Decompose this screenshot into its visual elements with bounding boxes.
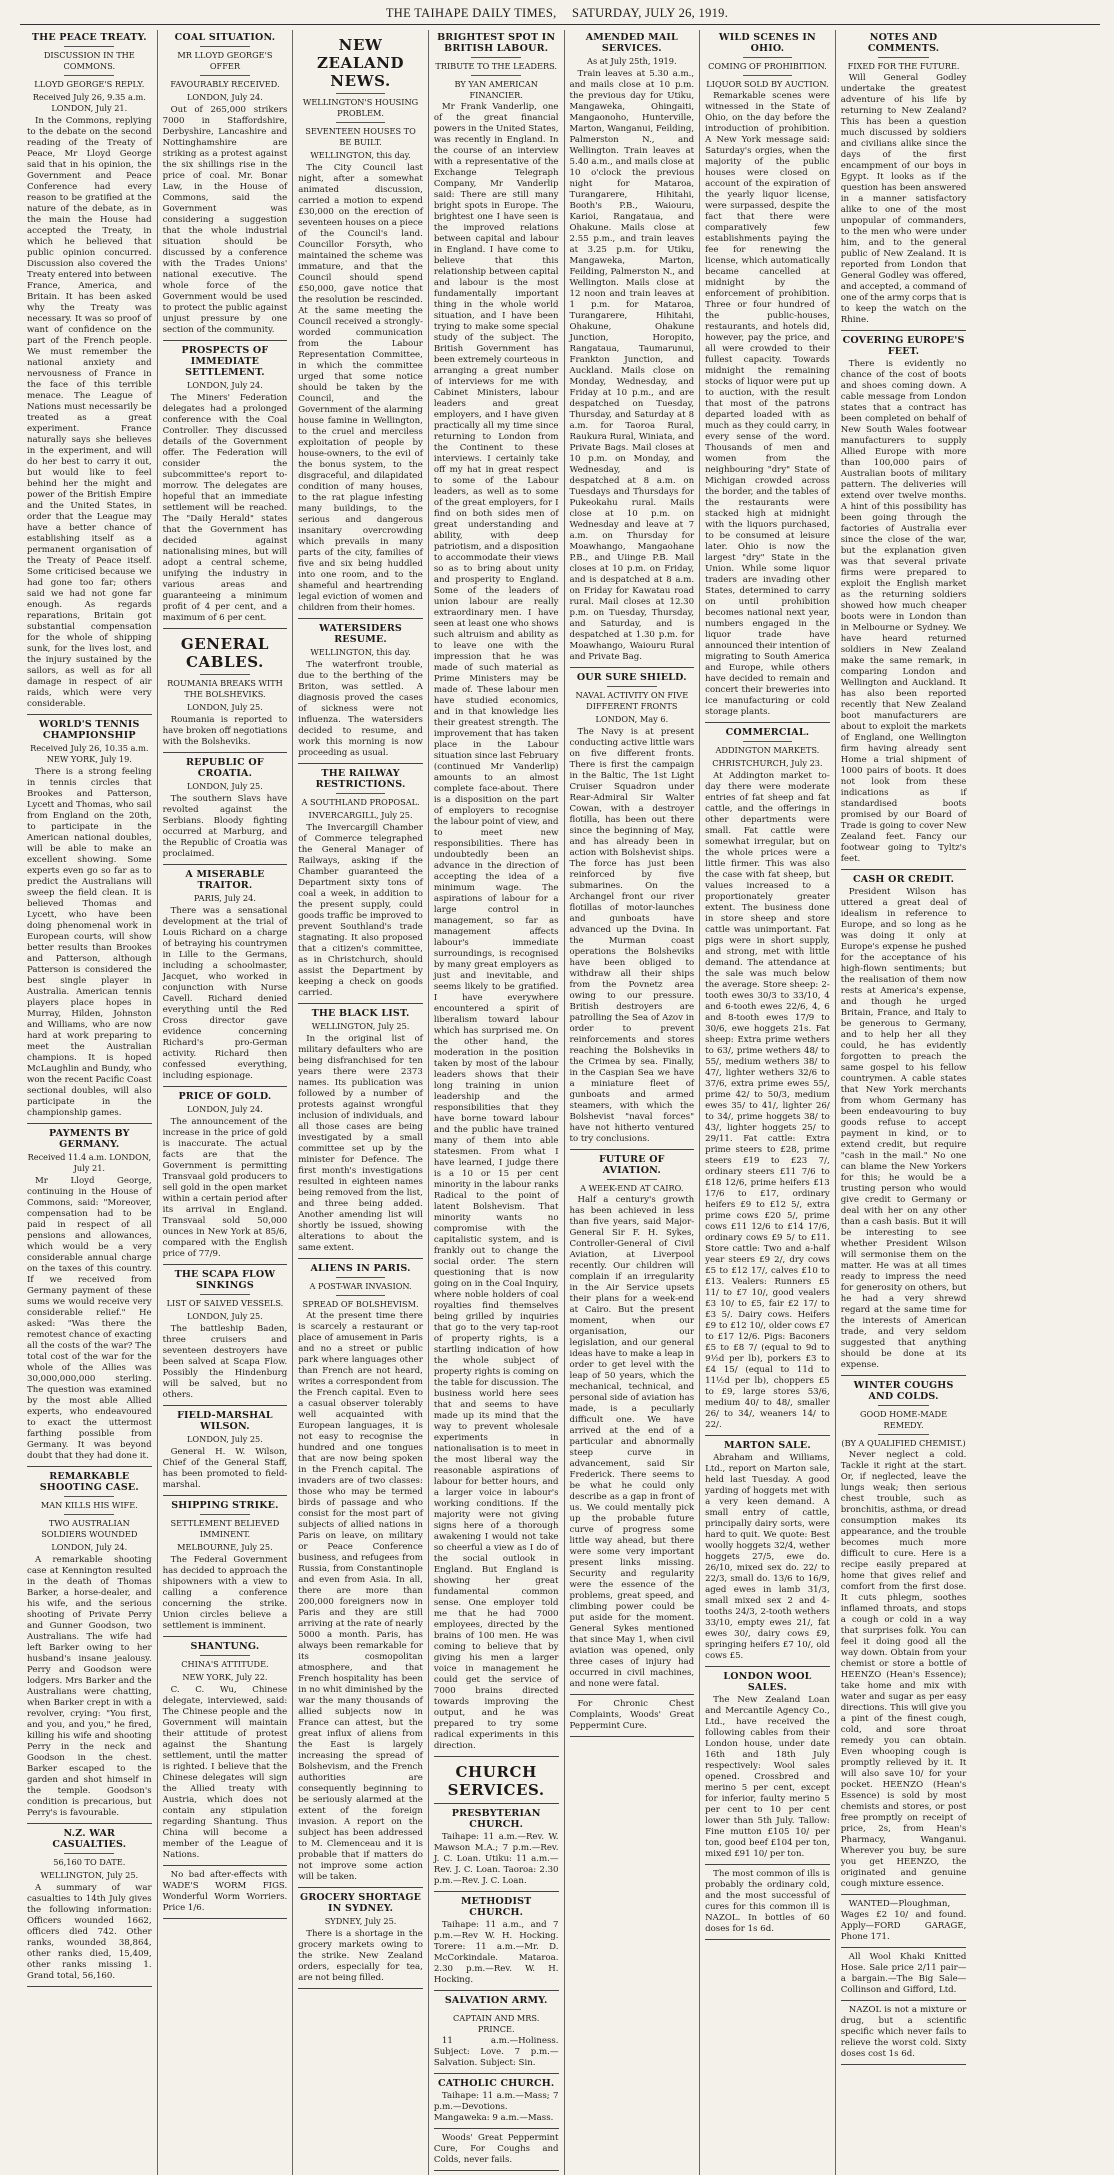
article-headline: SALVATION ARMY. xyxy=(444,1995,548,2006)
article-separator xyxy=(841,2064,967,2065)
article-separator xyxy=(434,2073,559,2074)
headline-rule xyxy=(743,57,793,58)
advertisement xyxy=(841,2005,967,2060)
article-separator xyxy=(27,1466,152,1467)
article-dateline: INVERCARGILL, July 25. xyxy=(308,810,413,820)
article-body: The most common of ills is probably the ordinary cold, and the most successful of cures for this common ill is NAZOL. In bottles of 60 doses for 1s 6d. xyxy=(705,1869,830,1934)
article xyxy=(298,768,423,999)
article xyxy=(27,1471,152,1819)
article xyxy=(841,874,967,1371)
article-body: Mr Frank Vanderlip, one of the great financial powers in the United States, was recently in England. In the course of an interview with a representative of the Exchange Telegraph Company, Mr Vanderlip said: There are still many bright spots in Europe. The brightest one I have seen is the improved relations between capital and labour in England. I have come to believe that this relationship between capital and labour is the most fundamentally important thing in the whole world situation, and I have been trying to make some special study of the subject. The British Government has been extremely courteous in arranging a great number of interviews for me with Cabinet Ministers, labour leaders and great employers, and I have given practically all my time since returning to London from the Continent to these interviews. I certainly take off my hat in great respect to some of the Labour leaders, as well as to some of the great employers, for I find on both sides men of great understanding and ability, with deep patriotism, and a disposition to accommodate their views so as to bring about unity and prosperity to England. Some of the leaders of union labour are really extraordinary men. I have seen at least one who shows such altruism and ability as to leave one with the impression that he was made of such material as Prime Ministers may be made of. These labour men have studied economics, and in that knowledge lies their greatest strength. The improvement that has taken place in the Labour situation since last February (continued Mr Vanderlip) amounts to an almost complete face-about. There is a disposition on the part of employers to recognise the labour point of view, and to meet new responsibilities. There has undoubtedly been an advance in the direction of accepting the idea of a minimum wage. The aspirations of labour for a large control in management, so far as management affects labour's immediate surroundings, is recognised by many great employers as just and inevitable, and seems likely to be gratified. I have everywhere encountered a spirit of liberalism toward labour which has surprised me. On the other hand, the moderation in the position taken by most of the labour leaders shows that their long training in union leadership and the responsibilities that they have borne toward labour and the public have trained many of them into able statesmen. From what I have learned, I judge there is a 10 or 15 per cent minority in the labour ranks Radical to the point of latent Bolshevism. That minority wants no compromise with the capitalistic system, and is frankly out to change the social order. The stern questioning that is now going on in the Coal Inquiry, where noble holders of coal royalties find themselves being grilled by inquiries that go to the very tap-root of property rights, is a startling indication of how the whole subject of property rights is coming on the table for discussion. The business world here sees that and seems to have made up its mind that the way to prevent wholesale experiments in nationalisation is to meet in the most liberal way the reasonable aspirations of labour for better hours, and a larger voice in labour's working conditions. If the majority were not giving signs here of a thorough awakening I would not take so cheerful a view as I do of the social outlook in England. But England is showing her great fundamental common sense. One employer told me that he had 7000 employees, directed by the brains of 100 men. He was coming to believe that by giving his men a larger voice in management he could get the service of 7000 brains directed towards improving the output, and he was prepared to try some radical experiments in this direction. xyxy=(433,102,559,1751)
article-headline: PROSPECTS OF IMMEDIATE SETTLEMENT. xyxy=(181,345,269,378)
article-subheadline: CHINA'S ATTITUDE. xyxy=(181,1659,269,1669)
article xyxy=(434,1808,559,1887)
article xyxy=(841,32,967,326)
article-separator xyxy=(570,1736,695,1737)
column-7 xyxy=(836,30,972,2175)
newspaper-title: THE TAIHAPE DAILY TIMES, xyxy=(385,6,557,20)
headline-rule xyxy=(336,793,386,794)
article-subheadline: CAPTAIN AND MRS. PRINCE. xyxy=(453,2013,540,2034)
article-separator xyxy=(705,1864,830,1865)
article-headline: WORLD'S TENNIS CHAMPIONSHIP xyxy=(39,719,140,741)
article-body: The Miners' Federation delegates had a prolonged conference with the Coal Controller. They discussed details of the Government offer. The Federation will consider the subcommittee's report to-morrow. The delegates are hopeful that an immediate settlement will be reached. The "Daily Herald" states that the Government has decided against nationalising mines, but will adopt a central scheme, unifying the industry in various areas and guaranteeing a minimum profit of 4 per cent, and a maximum of 6 per cent. xyxy=(162,393,288,623)
article-separator xyxy=(570,1694,695,1695)
article-body: The Navy is at present conducting active little wars on five different fronts. There is first the campaign in the Baltic, The 1st Light Cruiser Squadron under Rear-Admiral Sir Walter Cowan, with a destroyer flotilla, has been out there since the beginning of May, and has already been in action with Bolshevist ships. The force has just been reinforced by five submarines. On the Archangel front our river flotillas of motor-launches and gunboats have advanced up the Dvina. In the Murman coast operations the Bolsheviks have been obliged to withdraw all their ships from the Povnetz area owing to our pressure. British destroyers are patrolling the Sea of Azov in order to prevent reinforcements and stores reaching the Bolsheviks in the Crimea by sea. Finally, in the Caspian Sea we have a miniature fleet of gunboats and armed steamers, with which the Bolshevist "naval forces" have not hitherto ventured to try conclusions. xyxy=(569,727,695,1144)
article-headline: GENERAL CABLES. xyxy=(180,635,270,671)
article-subheadline: A WEEK-END AT CAIRO. xyxy=(580,1183,684,1193)
article-headline: ALIENS IN PARIS. xyxy=(310,1263,411,1274)
article-separator xyxy=(163,1495,288,1496)
headline-rule xyxy=(471,75,521,76)
article-headline: REMARKABLE SHOOTING CASE. xyxy=(39,1471,139,1493)
article-body: President Wilson has uttered a great deal of idealism in reference to Europe, and so long as he was doing it only at Europe's expense he pushed for the acceptance of his high-flown sentiments; but the realisation of them now rests at America's expense, and though he urged Britain, France, and Italy to be generous to Germany, and to help her all they could, he has evidently forgotten to preach the same gospel to his fellow countrymen. A cable states that New York merchants from whom Germany has been endeavouring to buy goods refuse to accept payment in kind, or to extend credit, but require "cash in the mail." No one can blame the New Yorkers for this; he would be a trusting person who would give credit to Germany or deal with her on any other than a cash basis. But it will be interesting to see whether President Wilson will sermonise them on the matter. He was at all times ready to impress the need for generosity on others, but he had a very shrewd regard at the same time for the interests of American trade, and very seldom suggested that anything should be done at its expense. xyxy=(840,887,967,1370)
article-separator xyxy=(434,2128,559,2129)
article-separator xyxy=(434,1990,559,1991)
article-separator xyxy=(434,2170,559,2171)
article-body: Taihape: 11 a.m.—Rev. W. Mawson M.A.; 7 p.m.—Rev. J. C. Loan. Utiku: 11 a.m.—Rev. J. C. Loan. Taoroa: 2.30 p.m.—Rev. J. C. Loan. xyxy=(433,1832,559,1886)
article xyxy=(434,32,559,1752)
article-separator xyxy=(163,628,288,629)
article-subheadline: A SOUTHLAND PROPOSAL. xyxy=(301,797,420,807)
article-separator xyxy=(841,869,967,870)
article-headline: BRIGHTEST SPOT IN BRITISH LABOUR. xyxy=(437,32,556,54)
article-dateline: LONDON, May 6. xyxy=(595,714,669,724)
article xyxy=(298,1892,423,1984)
headline-rule xyxy=(64,1853,114,1854)
headline-rule xyxy=(336,122,386,123)
article-dateline: PARIS, July 24. xyxy=(193,893,256,903)
article xyxy=(163,635,288,748)
article-headline: MARTON SALE. xyxy=(724,1440,811,1451)
article-body: A summary of war casualties to 14th July gives the following information: Officers wounded 1662, officers died 742. Other ranks, wounded 38,864, other ranks died, 15,409, other ranks missing 1. Grand total, 56,160. xyxy=(27,1883,152,1981)
article-headline: WINTER COUGHS AND COLDS. xyxy=(853,1380,954,1402)
headline-rule xyxy=(200,75,250,76)
article-separator xyxy=(841,330,967,331)
article-headline: PRESBYTERIAN CHURCH. xyxy=(451,1808,541,1830)
article-separator xyxy=(163,1918,288,1919)
article-headline: OUR SURE SHIELD. xyxy=(576,672,687,683)
article-separator xyxy=(434,1803,559,1804)
article-body: The Federal Government has decided to approach the shipowners with a view to calling a conference concerning the strike. Union circles believe a settlement is imminent. xyxy=(162,1555,288,1631)
column-1 xyxy=(22,30,158,2175)
article-dateline: Received July 26, 10.35 a.m. NEW YORK, July 19. xyxy=(30,743,149,764)
article-subheadline: COMING OF PROHIBITION. xyxy=(708,61,827,71)
masthead-rule xyxy=(20,24,1100,25)
article-separator xyxy=(841,2000,967,2001)
article-headline: PAYMENTS BY GERMANY. xyxy=(48,1128,130,1150)
article-separator xyxy=(27,714,152,715)
article xyxy=(298,1263,423,1883)
article-subheadline: TWO AUSTRALIAN SOLDIERS WOUNDED xyxy=(41,1518,138,1539)
article xyxy=(705,1440,830,1662)
article-dateline: LONDON, July 25. xyxy=(187,1311,263,1321)
article-body: Mr Lloyd George, continuing in the House of Commons, said: "Moreover, compensation had to be paid in respect of all pensions and allowances, which would be a very considerable annual charge on the taxes of this country. If we received from Germany payment of these sums we would receive very considerable relief." He asked: "Was there the remotest chance of exacting all the costs of the war? The total cost of the war for the whole of the Allies was 30,000,000,000 sterling. The question was examined by the most able Allied experts, who endeavoured to exact the uttermost farthing possible from Germany. It was beyond doubt that they had done it. xyxy=(27,1176,152,1461)
article-body: Never neglect a cold. Tackle it right at the start. Or, if neglected, leave the lungs weak; then serious chest trouble, such as bronchitis, asthma, or dread consumption makes its appearance, and the trouble becomes much more difficult to cure. Here is a recipe easily prepared at home that gives relief and comfort from the first dose. It cuts phlegm, soothes inflamed throats, and stops a cough or cold in a way that surprises folk. You can feel it doing good all the way down. Obtain from your chemist or store a bottle of HEENZO (Hean's Essence); take home and mix with water and sugar as per easy directions. This will give you a pint of the finest cough, cold, and sore throat remedy you can obtain. Even whooping cough is promptly relieved by it. It will also save 10/ for your pocket. HEENZO (Hean's Essence) is sold by most chemists and stores, or post free promptly on receipt of price, 2s, from Hean's Pharmacy, Wanganui. Wherever you buy, be sure you get HEENZO, the originated and genuine cough mixture essence. xyxy=(840,1450,967,1889)
article-dateline: LONDON, July 24. xyxy=(187,380,263,390)
article-dateline: Received 11.4 a.m. LONDON, July 21. xyxy=(27,1152,152,1173)
advertisement xyxy=(841,1899,967,1943)
article-body: The City Council last night, after a somewhat animated discussion, carried a motion to expend £30,000 on the erection of seventeen houses on a piece of the Council's land. Councillor Forsyth, who maintained the scheme was immature, and that the Council should spend £50,000, gave notice that the resolution be rescinded. At the same meeting the Council received a strongly-worded communication from the Labour Representation Committee, in which the committee urged that some notice should be taken by the Council, and the Government of the alarming house famine in Wellington, to the cruel and merciless exploitation of people by house-owners, to the evil of the bonus system, to the disgraceful, and dilapidated condition of many houses, to the rat plague infesting many buildings, to the serious and dangerous insanitary overcrowding which prevails in many parts of the city, families of five and six being huddled into one room, and to the shameful and heartrending legal eviction of women and children from their homes. xyxy=(298,163,423,613)
article-separator xyxy=(434,1891,559,1892)
article-headline: AMENDED MAIL SERVICES. xyxy=(585,32,678,54)
article-body: At the present time there is scarcely a restaurant or place of amusement in Paris and no a street or public park where languages other than French are not heard, writes a correspondent from the French capital. Even to a casual observer tolerably well acquainted with European languages, it is not easy to recognise the hundred and one tongues that are now being spoken in the French capital. The invaders are of two classes: those who may be termed birds of passage and who consist for the most part of subjects of allied nations in Paris on leave, on military or Peace Conference business, and refugees from Russia, from Constantinople and even from Asia. In all, there are more than 200,000 foreigners now in Paris and they are still arriving at the rate of nearly 5000 a month. Paris, has always been remarkable for its cosmopolitan atmosphere, and that French hospitality has been in no whit diminished by the war the many thousands of allied subjects now in France can attest, but the great influx of aliens from the East is largely increasing the spread of Bolshevism, and the French authorities are consequently beginning to be seriously alarmed at the extent of the foreign invasion. A report on the subject has been addressed to M. Clemenceau and it is probable that if matters do not improve some action will be taken. xyxy=(298,1311,423,1882)
article-separator xyxy=(298,1988,423,1989)
article-separator xyxy=(705,1435,830,1436)
article xyxy=(841,335,967,865)
article xyxy=(163,869,288,1082)
article-separator xyxy=(163,752,288,753)
article-separator xyxy=(163,1264,288,1265)
article-separator xyxy=(570,667,695,668)
article-separator xyxy=(841,1894,967,1895)
headline-rule xyxy=(878,1434,928,1435)
headline-rule xyxy=(743,75,793,76)
headline-rule xyxy=(336,1277,386,1278)
article-subheadline: 56,160 TO DATE. xyxy=(53,1857,126,1867)
headline-rule xyxy=(200,674,250,675)
headline-rule xyxy=(64,46,114,47)
article-separator xyxy=(705,1666,830,1667)
article-subheadline: DISCUSSION IN THE COMMONS. xyxy=(43,50,135,71)
article-separator xyxy=(298,1887,423,1888)
headline-rule xyxy=(200,1655,250,1656)
article-dateline: WELLINGTON, this day. xyxy=(310,150,411,160)
article-dateline: WELLINGTON, this day. xyxy=(310,647,411,657)
article-dateline: NEW YORK, July 22. xyxy=(182,1672,268,1682)
article-subheadline: SPREAD OF BOLSHEVISM. xyxy=(302,1299,419,1309)
article xyxy=(163,757,288,860)
article xyxy=(27,32,152,710)
headline-rule xyxy=(471,57,521,58)
article-subheadline: (BY A QUALIFIED CHEMIST.) xyxy=(841,1438,966,1448)
article-body: All Wool Khaki Knitted Hose. Sale price 2/11 pair—a bargain.—The Big Sale—Collinson and Gifford, Ltd. xyxy=(840,1952,967,1995)
article-subheadline: SEVENTEEN HOUSES TO BE BUILT. xyxy=(305,126,416,147)
article-body: Roumania is reported to have broken off negotiations with the Bolsheviks. xyxy=(162,715,288,747)
article-body: Woods' Great Peppermint Cure, For Coughs and Colds, never fails. xyxy=(433,2133,559,2165)
article-dateline: CHRISTCHURCH, July 23. xyxy=(712,758,823,768)
article xyxy=(434,2078,559,2124)
article-body: The announcement of the increase in the price of gold is inaccurate. The actual facts are that the Government is permitting Transvaal gold producers to sell gold in the open market within a certain period after its arrival in England. Transvaal sold 50,000 ounces in New York at 85/6, compared with the English price of 77/9. xyxy=(162,1117,288,1259)
article xyxy=(163,1641,288,1861)
article-separator xyxy=(298,618,423,619)
headline-rule xyxy=(64,1514,114,1515)
article xyxy=(27,719,152,1119)
article-headline: N.Z. WAR CASUALTIES. xyxy=(52,1828,127,1850)
article xyxy=(434,1763,559,1799)
article xyxy=(570,672,695,1145)
article xyxy=(434,1896,559,1986)
article-headline: THE BLACK LIST. xyxy=(311,1008,410,1019)
article-body: The southern Slavs have revolted against the Serbians. Bloody fighting occurred at Marburg, and the Republic of Croatia was proclaimed. xyxy=(162,794,288,859)
article-headline: METHODIST CHURCH. xyxy=(460,1896,532,1918)
article-separator xyxy=(298,1258,423,1259)
article-body: General H. W. Wilson, Chief of the General Staff, has been promoted to field-marshal. xyxy=(162,1447,288,1490)
article-dateline: LONDON, July 24. xyxy=(187,1104,263,1114)
article-headline: COVERING EUROPE'S FEET. xyxy=(842,335,965,357)
article-subheadline: WELLINGTON'S HOUSING PROBLEM. xyxy=(302,97,419,118)
article-body: The battleship Baden, three cruisers and seventeen destroyers have been salved at Scapa Flow. Possibly the Hindenburg will be salved, but no others. xyxy=(162,1324,288,1400)
article xyxy=(841,1380,967,1890)
headline-rule xyxy=(878,57,928,58)
column-2 xyxy=(158,30,294,2175)
article-headline: WILD SCENES IN OHIO. xyxy=(718,32,816,54)
article-separator xyxy=(705,722,830,723)
article-separator xyxy=(163,1086,288,1087)
article-subheadline: A POST-WAR INVASION. xyxy=(309,1281,412,1291)
article-subheadline: MR LLOYD GEORGE'S OFFER xyxy=(177,50,273,71)
article-headline: CATHOLIC CHURCH. xyxy=(437,2078,555,2089)
article-headline: CHURCH SERVICES. xyxy=(447,1763,545,1799)
article-body: Taihape: 11 a.m., and 7 p.m.—Rev W. H. Hocking. Torere: 11 a.m.—Mr. D. McCorkindale. Mataroa. 2.30 p.m.—Rev. W. H. Hocking. xyxy=(433,1920,559,1985)
headline-rule xyxy=(743,741,793,742)
article xyxy=(705,32,830,718)
article-headline: FIELD-MARSHAL WILSON. xyxy=(177,1410,273,1432)
article-separator xyxy=(298,763,423,764)
article-subheadline: LIST OF SALVED VESSELS. xyxy=(166,1298,284,1308)
article-subheadline: BY YAN AMERICAN FINANCIER. xyxy=(454,79,538,100)
article xyxy=(298,36,423,614)
article xyxy=(705,1671,830,1860)
article-dateline: LONDON, July 25. xyxy=(187,1434,263,1444)
article-subheadline: FIXED FOR THE FUTURE. xyxy=(847,61,960,71)
advertisement xyxy=(434,2133,559,2166)
article-body: At Addington market to-day there were moderate entries of fat sheep and fat cattle, and the offerings in other departments were small. Fat cattle were somewhat irregular, but on the whole prices were a little firmer. This was also the case with fat sheep, but values increased to a proportionately greater extent. The business done in store sheep and store cattle was unimportant. Fat pigs were in short supply, and strong, met with little demand. The attendance at the sale was much below the average. Store sheep: 2-tooth ewes 30/3 to 33/10, 4 and 6-tooth ewes 22/6, 4, 6 and 8-tooth ewes 17/9 to 30/6, ewe hoggets 21s. Fat sheep: Extra prime wethers to 63/, prime wethers 48/ to 55/, medium wethers 38/ to 47/, lighter wethers 32/6 to 37/6, extra prime ewes 55/, prime 42/ to 50/3, medium ewes 35/ to 41/, lighter 26/ to 34/, prime hoggets 38/ to 43/, lighter hoggets 25/ to 29/11. Fat cattle: Extra prime steers to £28, prime steers £19 to £23 7/, ordinary steers £11 7/6 to £18 12/6, prime heifers £13 17/6 to £17, ordinary heifers £9 to £12 5/, extra prime cows £20 5/, prime cows £11 12/6 to £14 17/6, ordinary cows £9 5/ to £11. Store cattle: Two and a-half year steers £9 2/, dry cows £5 to £12 17/, calves £10 to £13. Vealers: Runners £5 11/ to £7 10/, good vealers £3 10/ to £5, fair £2 17/ to £3 5/. Dairy cows. Heifers £9 to £12 10/, older cows £7 to £17 12/6. Pigs: Baconers £5 to £8 7/ (equal to 9d to 9½d per lb), porkers £3 to £4 15/ (equal to 11d to 11½d per lb), choppers £5 to £9, large stores 53/6, medium 40/ to 48/, smaller 26/ to 34/, weaners 14/ to 22/. xyxy=(705,771,830,1430)
advertisement xyxy=(163,1870,288,1914)
article-subheadline: NAVAL ACTIVITY ON FIVE DIFFERENT FRONTS xyxy=(575,690,689,711)
article-body: For Chronic Chest Complaints, Woods' Great Peppermint Cure. xyxy=(569,1699,695,1731)
article-headline: SHANTUNG. xyxy=(190,1641,260,1652)
article-separator xyxy=(27,1986,152,1987)
article-subheadline: LLOYD GEORGE'S REPLY. xyxy=(34,79,145,89)
article-dateline: WELLINGTON, July 25. xyxy=(311,1021,410,1031)
article-headline: THE PEACE TREATY. xyxy=(31,32,147,43)
article-separator xyxy=(163,1405,288,1406)
article-dateline: As at July 25th, 1919. xyxy=(587,56,677,66)
article xyxy=(163,345,288,624)
article-headline: LONDON WOOL SALES. xyxy=(723,1671,812,1693)
article-body: Taihape: 11 a.m.—Mass; 7 p.m.—Devotions. Mangaweka: 9 a.m.—Mass. xyxy=(433,2091,559,2123)
article xyxy=(434,1995,559,2069)
article-headline: THE SCAPA FLOW SINKINGS xyxy=(174,1269,276,1291)
masthead xyxy=(0,0,1114,26)
article-body: Remarkable scenes were witnessed in the State of Ohio, on the day before the introduction of prohibition. A New York message said: Saturday's orgies, when the majority of the public houses were closed on account of the expiration of the yearly liquor license, were surpassed, despite the fact that there were comparatively few establishments paying the fee for renewing the license, which automatically became cancelled at midnight by the enforcement of prohibition. Three or four hundred of the public-houses, restaurants, and hotels did, however, pay the price, and all were crowded to their fullest capacity. Towards midnight the remaining stocks of liquor were put up to auction, with the result that most of the patrons departed loaded with as much as they could carry, in every sense of the word. Thousands of men and women from the neighbouring "dry" State of Michigan crowded across the border, and the tables of the restaurants were stacked high at midnight with the liquors purchased, to be consumed at leisure later. Ohio is now the largest "dry" State in the Union. While some liquor traders are invading other States, determined to carry on until prohibition becomes national next year, numbers engaged in the liquor trade have announced their intention of migrating to South America and Europe, while others have decided to remain and concert their breweries into ice manufacturing or cold storage plants. xyxy=(705,91,830,717)
article-body: C. C. Wu, Chinese delegate, interviewed, said: The Chinese people and the Government will maintain their attitude of protest against the Shantung settlement, until the matter is righted. I believe that the Chinese delegates will sign the Allied treaty with Austria, which does not contain any stipulation regarding Shantung. Thus China will become a member of the League of Nations. xyxy=(162,1685,288,1860)
article xyxy=(27,1128,152,1462)
article-headline: GROCERY SHORTAGE IN SYDNEY. xyxy=(300,1892,422,1914)
article-headline: FUTURE OF AVIATION. xyxy=(598,1154,665,1176)
article-subheadline: SETTLEMENT BELIEVED IMMINENT. xyxy=(170,1518,280,1539)
article-body: No bad after-effects with WADE'S WORM FIGS. Wonderful Worm Worriers. Price 1/6. xyxy=(162,1870,288,1913)
article-body: In the original list of military defaulters who are being disfranchised for ten years there were 2373 names. Its publication was followed by a number of protests against wrongful inclusion of individuals, and all those cases are being investigated by a small committee set up by the minister for Defence. The first month's investigations resulted in eighteen names being removed from the list, and three being added. Another amending list will shortly be issued, showing alterations to about the same extent. xyxy=(298,1034,423,1253)
article xyxy=(163,1500,288,1632)
article-headline: SHIPPING STRIKE. xyxy=(171,1500,279,1511)
article-body: 11 a.m.—Holiness. Subject: Love. 7 p.m.—Salvation. Subject: Sin. xyxy=(433,2036,559,2068)
article-separator xyxy=(705,1939,830,1940)
article-subheadline: FAVOURABLY RECEIVED. xyxy=(170,79,280,89)
headline-rule xyxy=(607,686,657,687)
article-body: The New Zealand Loan and Mercantile Agency Co., Ltd., have received the following cables from their London house, under date 16th and 18th July respectively: Wool sales opened. Crossbred and merino 5 per cent, except for inferior, faulty merino 5 per cent to 10 per cent lower than 5th July. Tallow: Fine mutton £105 10/ per ton, good beef £104 per ton, mixed £91 10/ per ton. xyxy=(705,1695,830,1859)
column-5 xyxy=(565,30,701,2175)
article xyxy=(570,32,695,663)
article xyxy=(298,623,423,759)
article-headline: NOTES AND COMMENTS. xyxy=(867,32,940,54)
article-body: There is evidently no chance of the cost of boots and shoes coming down. A cable message from London states that a contract has been completed on behalf of New South Wales footwear manufacturers to supply Allied Europe with more than 100,000 pairs of Australian boots of military pattern. The deliveries will extend over twelve months. A hint of this possibility has been going through the factories of Australia ever since the close of the war, but the explanation given was that several private firms were prepared to exploit the English market as the returning soldiers showed how much cheaper boots were in London than in Melbourne or Sydney. We have heard returned soldiers in New Zealand make the same remark, in comparing London and Wellington and Auckland. It has also been reported recently that New Zealand boot manufacturers are about to exploit the markets of England, one Wellington firm having already sent Home a trial shipment of 1000 pairs of boots. It does not look from these indications as if standardised boots promised by our Board of Trade is going to cover New Zealand feet. Fancy our footwear going to Tyltz's feet. xyxy=(840,359,967,864)
article-subheadline: TRIBUTE TO THE LEADERS. xyxy=(435,61,558,71)
headline-rule xyxy=(200,1514,250,1515)
column-6 xyxy=(700,30,836,2175)
article-dateline: SYDNEY, July 25. xyxy=(324,1916,397,1926)
article-body: Will General Godley undertake the greatest adventure of his life by returning to New Zealand? This has been a question much discussed by soldiers and civilians alike since the days of the first encampment of our boys in Egypt. It looks as if the question has been answered in a manner satisfactory alike to one of the most unpopular of commanders, to the men who were under him, and to the general public of New Zealand. It is reported from London that General Godley was offered, and accepted, a command of one of the army corps that is to keep the watch on the Rhine. xyxy=(840,73,967,325)
article-separator xyxy=(27,1123,152,1124)
article-body: Train leaves at 5.30 a.m., and mails close at 10 p.m. the previous day for Utiku, Mangaweka, Ohingaiti, Mangaonoho, Hunterville, Marton, Wanganui, Feilding, Palmerston N., and Wellington. Train leaves at 5.40 a.m., and mails close at 10 o'clock the previous night for Mataroa, Turangarere, Hihitahi, Booth's P.B., Waiouru, Karioi, Rangataua, and Ohakune. Mails close at 2.55 p.m., and train leaves at 3.25 p.m. for Utiku, Mangaweka, Marton, Feilding, Palmerston N., and Wellington. Mails close at 12 noon and train leaves at 1 p.m. for Mataroa, Turangarere, Hihitahi, Ohakune, Ohakune Junction, Horopito, Rangataua, Taumarunui, Frankton Junction, and Auckland. Mails close on Monday, Wednesday, and Friday at 10 p.m., and are despatched on Tuesday, Thursday, and Saturday at 8 a.m. for Taoroa Rural, Raukura Rural, Winiata, and Private Bags. Mail closes at 10 p.m. on Monday, and Wednesday, and is despatched at 8 a.m. on Tuesdays and Thursdays for Pukeokahu rural. Mails close at 10 p.m. on Wednesday and leave at 7 a.m. on Thursday for Moawhango, Mangaohane P.B., and Uiinge P.B. Mail closes at 10 p.m. on Friday, and is despatched at 8 a.m. on Friday for Kawatau road rural. Mail closes at 12.30 p.m. on Tuesday, Thursday, and Saturday, and is despatched at 1.30 p.m. for Moawhango, Waiouru Rural and Private Bag. xyxy=(569,69,695,662)
column-4 xyxy=(429,30,565,2175)
article-dateline: LONDON, July 25. xyxy=(187,702,263,712)
newspaper-columns xyxy=(22,30,1107,2165)
article xyxy=(163,32,288,336)
article xyxy=(163,1091,288,1260)
article-body: A remarkable shooting case at Kennington resulted in the death of Thomas Barker, a horse-dealer, and his wife, and the serious shooting of Private Perry and Gunner Goodson, two Australians. The wife had left Barker owing to her husband's insane jealousy. Perry and Goodson were lodgers. Mrs Barker and the Australians were chatting, when Barker crept in with a revolver, crying: "You first, and you, and you," he fired, killing his wife and shooting Perry in the neck and Goodson in the chest. Barker escaped to the garden and shot himself in the temple. Goodson's condition is precarious, but Perry's is favourable. xyxy=(27,1555,152,1818)
article-body: WANTED—Ploughman, Wages £2 10/ and found. Apply—FORD GARAGE, Phone 171. xyxy=(840,1899,967,1942)
article-separator xyxy=(570,1149,695,1150)
article-headline: A MISERABLE TRAITOR. xyxy=(185,869,265,891)
article-body: The Invercargill Chamber of Commerce telegraphed the General Manager of Railways, asking if the Chamber guaranteed the Department sixty tons of coal a week, in addition to the present supply, could goods traffic be improved to prevent Southland's trade stagnating. It also proposed that a citizen's committee, as in Christchurch, should assist the Department by keeping a check on goods carried. xyxy=(298,823,423,998)
article-separator xyxy=(163,1636,288,1637)
article-headline: THE RAILWAY RESTRICTIONS. xyxy=(315,768,406,790)
article-headline: CASH OR CREDIT. xyxy=(853,874,955,885)
article-body: NAZOL is not a mixture or drug, but a scientific specific which never fails to relieve the worst cold. Sixty doses cost 1s 6d. xyxy=(840,2005,967,2059)
article-dateline: LONDON, July 25. xyxy=(187,781,263,791)
column-3 xyxy=(293,30,429,2175)
article xyxy=(298,1008,423,1254)
article-body: Half a century's growth has been achieved in less than five years, said Major-General Sir F. H. Sykes, Controller-General of Civil Aviation, at Liverpool recently. Our children will complain if an irregularity in the Air Service upsets their plans for a week-end at Cairo. But the present moment, when our organisation, our legislation, and our general ideas have to make a leap in order to get level with the leap of 50 years, which the mechanical, technical, and personal side of aviation has made, is a peculiarly difficult one. We have arrived at the end of a particular and abnormally steep curve in advancement, said Sir Frederick. There seems to be what he could only describe as a gap in front of us. We could mentally pick up the probable future curve of progress some little way ahead, but there were some very important present links missing. Security and regularity were the essence of the problems, great speed, and climbing power could be put aside for the moment. General Sykes mentioned that since May 1, when civil aviation was opened, only three cases of injury had occurred in civil machines, and none were fatal. xyxy=(569,1195,695,1689)
headline-rule xyxy=(64,1496,114,1497)
headline-rule xyxy=(878,1405,928,1406)
issue-date: SATURDAY, JULY 26, 1919. xyxy=(571,6,729,20)
article-dateline: LONDON, July 24. xyxy=(51,1542,128,1552)
article-subheadline: ADDINGTON MARKETS. xyxy=(715,745,820,755)
advertisement xyxy=(841,1952,967,1996)
article-dateline: MELBOURNE, July 25. xyxy=(177,1542,273,1552)
article-body: The waterfront trouble, due to the berthing of the Briton, was settled. A diagnosis proved the cases of sickness were not influenza. The watersiders decided to resume, and work this morning is now proceeding as usual. xyxy=(298,660,423,758)
headline-rule xyxy=(64,75,114,76)
article-body: Out of 265,000 strikers 7000 in Staffordshire, Derbyshire, Lancashire and Nottinghamshire are striking as a protest against the six shillings rise in the price of coal. Mr. Bonar Law, in the House of Commons, said the Government was considering a suggestion that the whole industrial situation should be discussed by a conference with the Trades Unions' national executive. The whole force of the Government would be used to protect the public against unjust pressure by one section of the community. xyxy=(162,105,288,335)
article-separator xyxy=(434,1756,559,1757)
article-headline: PRICE OF GOLD. xyxy=(178,1091,272,1102)
article-dateline: Received July 26, 9.35 a.m. LONDON, July 21. xyxy=(32,92,146,113)
article-headline: NEW ZEALAND NEWS. xyxy=(317,36,405,90)
article-headline: COAL SITUATION. xyxy=(174,32,276,43)
headline-rule xyxy=(607,1179,657,1180)
headline-rule xyxy=(336,93,386,94)
article-dateline: WELLINGTON, July 25. xyxy=(40,1870,139,1880)
article xyxy=(570,1154,695,1690)
article-separator xyxy=(841,1947,967,1948)
article-body: There was a sensational development at the trial of Louis Richard on a charge of betraying his countrymen in Lille to the Germans, including a schoolmaster, Jacquet, who worked in conjunction with Nurse Cavell. Richard denied everything until the Red Cross director gave evidence concerning Richard's pro-German activity. Richard then confessed everything, including espionage. xyxy=(162,906,288,1081)
article-headline: REPUBLIC OF CROATIA. xyxy=(186,757,264,779)
article-separator xyxy=(163,340,288,341)
headline-rule xyxy=(336,1295,386,1296)
article-body: There is a shortage in the grocery markets owing to the strike. New Zealand orders, especially for tea, are not being filled. xyxy=(298,1929,423,1983)
article-subheadline: GOOD HOME-MADE REMEDY. xyxy=(860,1409,948,1430)
headline-rule xyxy=(471,2009,521,2010)
headline-rule xyxy=(200,1294,250,1295)
article xyxy=(27,1828,152,1982)
article-headline: COMMERCIAL. xyxy=(725,727,810,738)
article-subheadline: MAN KILLS HIS WIFE. xyxy=(40,1500,138,1510)
article-body: There is a strong feeling in tennis circles that Brookes and Patterson, Lycett and Thomas, who sail from England on the 20th, to participate in the American national doubles, will be able to make an excellent showing. Some experts even go so far as to predict the Australians will sweep the field clean. It is believed Thomas and Lycett, who have been doing phenomenal work in European courts, will show better results than Brookes and Patterson, although Patterson is considered the best single player in Australia. American tennis players place hopes in Murray, Hilden, Johnston and Williams, who are now hard at work preparing to meet the Australian champions. It is hoped McLaughlin and Bundy, who won the recent Pacific Coast sectional doubles, will also participate in the championship games. xyxy=(27,767,152,1118)
headline-rule xyxy=(200,46,250,47)
article xyxy=(163,1269,288,1401)
article-separator xyxy=(163,1865,288,1866)
advertisement xyxy=(705,1869,830,1935)
article-separator xyxy=(298,1003,423,1004)
article-separator xyxy=(841,1375,967,1376)
article-subheadline: ROUMANIA BREAKS WITH THE BOLSHEVIKS. xyxy=(167,678,283,699)
article-headline: WATERSIDERS RESUME. xyxy=(319,623,402,645)
article-body: In the Commons, replying to the debate on the second reading of the Treaty of Peace, Mr Lloyd George said that in his opinion, the Government and Peace Conference had every reason to be gratified at the nature of the debate, as in the main the House had accepted the Treaty, in which he believed that public opinion concurred. Discussion also covered the Treaty entered into between France, America, and Britain. It has been asked why the Treaty was necessary. It was so proof of want of confidence on the part of the French people. We must remember the national anxiety and nervousness of France in the face of this terrible menace. The League of Nations must necessarily be treated as a great experiment. France naturally says she believes in the experiment, and will do her best to carry it out, but would like to feel behind her the might and power of the British Empire and the United States, in order that the League may have a better chance of establishing itself as a permanent organisation of the Treaty of Peace itself. Some criticised because we had gone too far; others said we had not gone far enough. As regards reparations, Britain got substantial compensation for the whole of shipping sunk, for the lives lost, and the injury sustained by the sailors, as well as for all damage in respect of air raids, which were very considerable. xyxy=(27,116,152,709)
article xyxy=(163,1410,288,1491)
article xyxy=(705,727,830,1431)
article-separator xyxy=(27,1823,152,1824)
advertisement xyxy=(570,1699,695,1732)
article-separator xyxy=(163,864,288,865)
article-body: Abraham and Williams, Ltd., report on Marton sale, held last Tuesday. A good yarding of hoggets met with a very keen demand. A small entry of cattle, principally dairy sorts, were hard to quit. We quote: Best woolly hoggets 32/4, wether hoggets 27/5, ewe do. 26/10, mixed sex do. 22/ to 22/3, small do. 13/6 to 16/9, aged ewes in lamb 31/3, small mixed sex 2 and 4-tooths 24/3, 2-tooth wethers 33/10, empty ewes 21/, fat ewes 30/, dairy cows £9, springing heifers £7 10/, old cows £5. xyxy=(705,1453,830,1661)
article-dateline: LONDON, July 24. xyxy=(187,92,263,102)
article-subheadline: LIQUOR SOLD BY AUCTION. xyxy=(706,79,829,89)
